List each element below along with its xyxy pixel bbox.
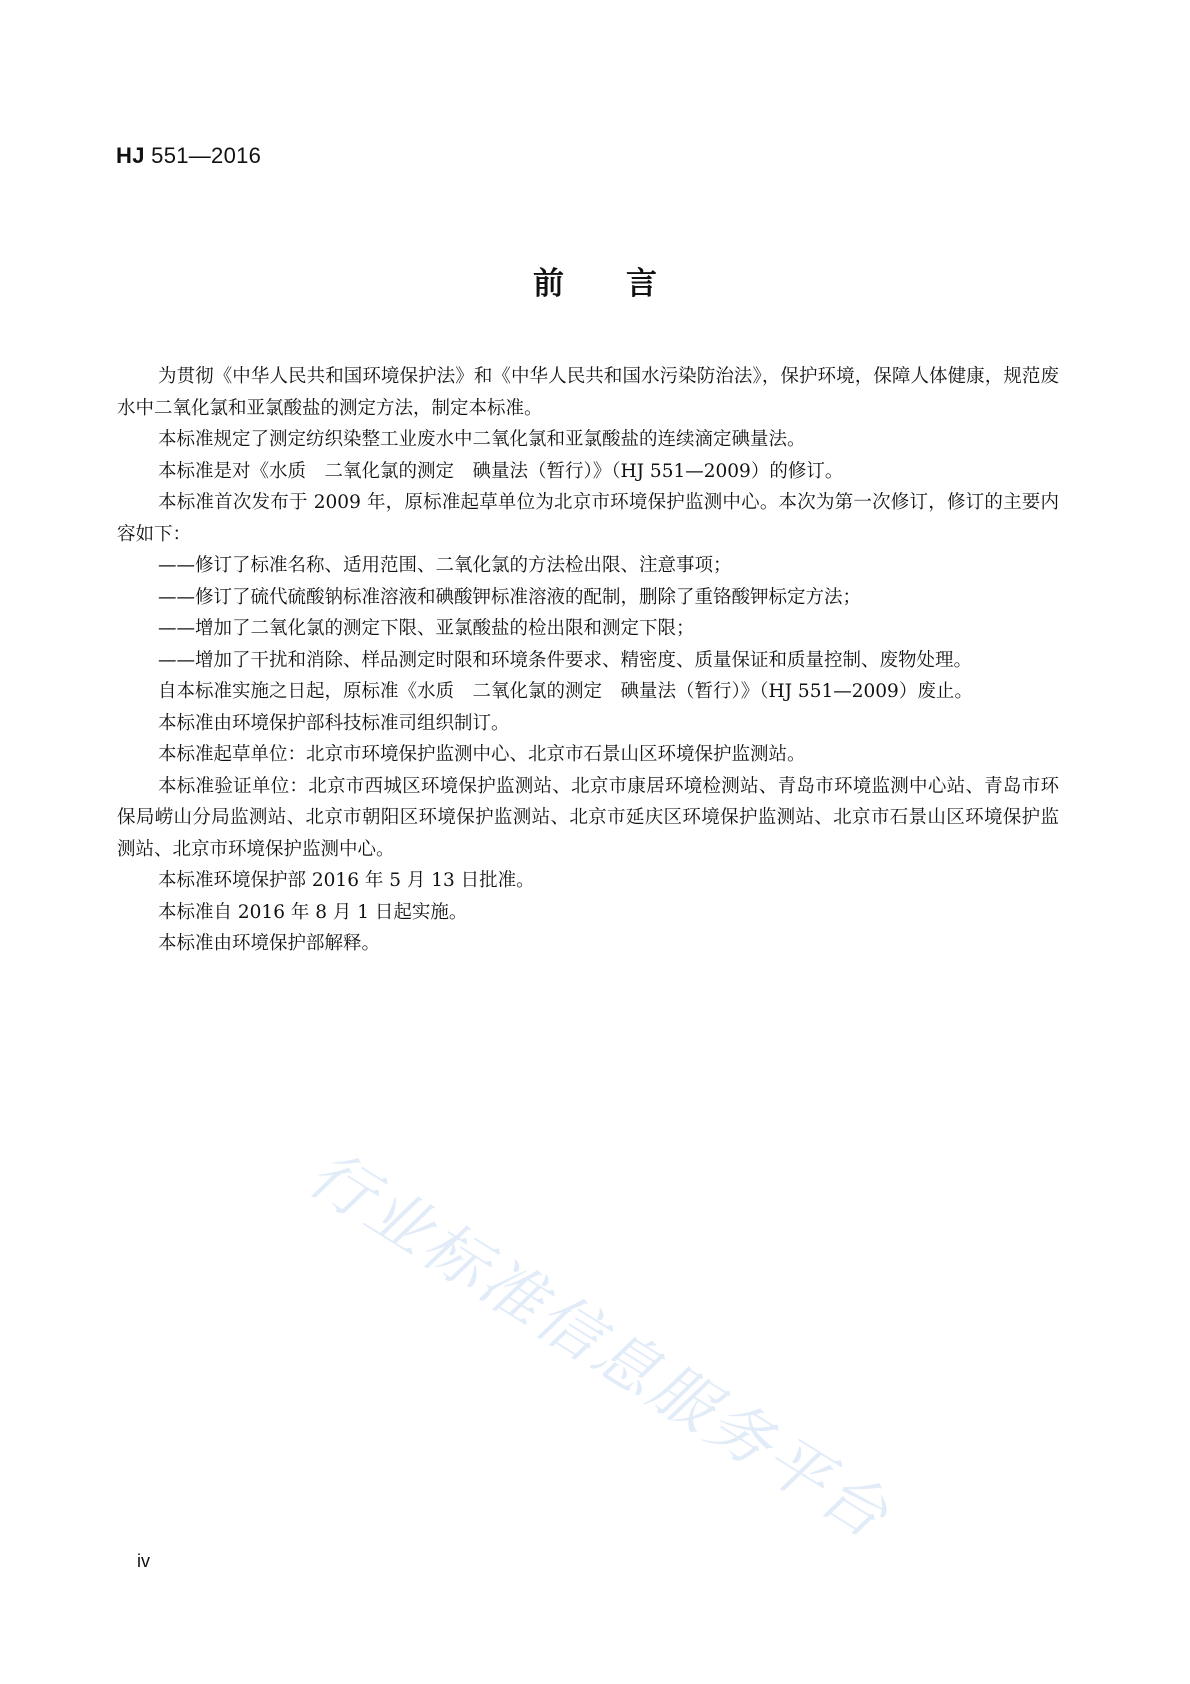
page-number: iv — [137, 1551, 150, 1571]
paragraph-drafting-units: 本标准起草单位：北京市环境保护监测中心、北京市石景山区环境保护监测站。 — [158, 744, 806, 765]
revision-item: ——增加了二氧化氯的测定下限、亚氯酸盐的检出限和测定下限； — [158, 618, 695, 639]
foreword-body — [117, 361, 1059, 960]
revision-item: ——修订了标准名称、适用范围、二氧化氯的方法检出限、注意事项； — [158, 555, 732, 576]
paragraph-approval-date: 本标准环境保护部 2016 年 5 月 13 日批准。 — [158, 870, 535, 891]
revision-item: ——修订了硫代硫酸钠标准溶液和碘酸钾标准溶液的配制，删除了重铬酸钾标定方法； — [158, 586, 862, 608]
paragraph-interpretation: 本标准由环境保护部解释。 — [158, 933, 381, 954]
watermark: 行业标准信息服务平台 — [296, 1136, 903, 1554]
revision-item: ——增加了干扰和消除、样品测定时限和环境条件要求、精密度、质量保证和质量控制、废物处理。 — [158, 649, 973, 671]
paragraph-revision-of: 本标准是对《水质 二氧化氯的测定 碘量法（暂行）》（HJ 551—2009）的修订。 — [158, 460, 844, 482]
paragraph-scope: 本标准规定了测定纺织染整工业废水中二氧化氯和亚氯酸盐的连续滴定碘量法。 — [158, 429, 806, 450]
paragraph-purpose: 为贯彻《中华人民共和国环境保护法》和《中华人民共和国水污染防治法》，保护环境，保障人体健康，规范废水中二氧化氯和亚氯酸盐的测定方法，制定本标准。 — [117, 366, 1059, 419]
paragraph-organizer: 本标准由环境保护部科技标准司组织制订。 — [158, 712, 510, 734]
paragraph-verification-units: 本标准验证单位：北京市西城区环境保护监测站、北京市康居环境检测站、青岛市环境监测中心站、青岛市环保局崂山分局监测站、北京市朝阳区环境保护监测站、北京市延庆区环境保护监测站、北京市石景山区环境保护监测站、北京市环境保护监测中心。 — [117, 775, 1059, 860]
paragraph-supersede: 自本标准实施之日起，原标准《水质 二氧化氯的测定 碘量法（暂行）》（HJ 551—2009）废止。 — [158, 681, 973, 702]
standard-code-prefix: HJ — [116, 143, 145, 168]
paragraph-effective-date: 本标准自 2016 年 8 月 1 日起实施。 — [158, 901, 468, 923]
paragraph-history: 本标准首次发布于 2009 年，原标准起草单位为北京市环境保护监测中心。本次为第一次修订，修订的主要内容如下： — [117, 492, 1059, 545]
standard-code — [116, 143, 261, 169]
standard-code-number: 551—2016 — [151, 143, 262, 168]
section-title: 前言 — [533, 266, 719, 302]
